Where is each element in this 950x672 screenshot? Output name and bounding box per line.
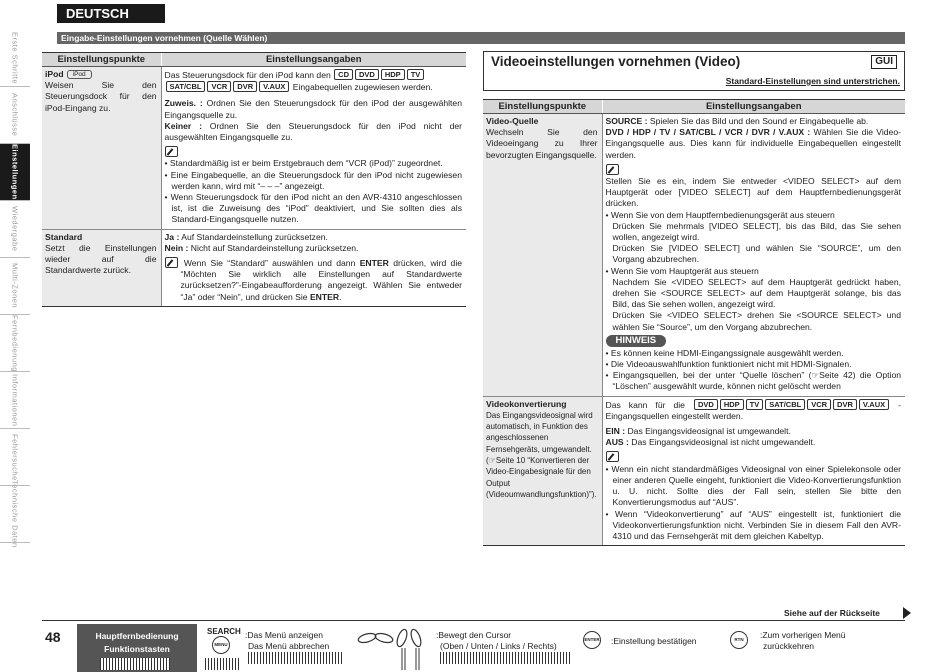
side-tab-label: Fernbedienung xyxy=(10,314,20,372)
ja-text: Auf Standardeinstellung zurücksetzen. xyxy=(181,231,328,242)
ipod-details-cell xyxy=(161,67,466,230)
key-hdp: HDP xyxy=(720,399,744,410)
zuweis-text: Ordnen Sie den Steuerungsdock für den iPod der ausgewählten Eingangsquelle zu. xyxy=(164,98,462,120)
footer-pattern xyxy=(248,652,344,664)
arrow-right-icon xyxy=(903,607,911,619)
col-header-points: Einstellungspunkte xyxy=(42,53,161,67)
side-tab-einstellungen[interactable] xyxy=(0,144,30,201)
side-tab-fernbedienung[interactable] xyxy=(0,315,30,372)
videokonv-desc: Das Eingangsvideosignal wird automatisch, in Funktion des angeschlossenen Fernsehgeräts, umgewandelt. (☞Seite 10 “Konvertieren der Video-Eingabesignale für den Output (Videoumwandlungsfunktion)”). xyxy=(486,410,597,499)
videokonv-title: Videokonvertierung xyxy=(486,398,567,409)
main-unit-bullet: • Wenn Sie vom Hauptgerät aus steuern xyxy=(605,265,759,276)
note-icon xyxy=(606,451,619,462)
remote-step: Drücken Sie [VIDEO SELECT] und wählen Sie “SOURCE”, um den Vorgang abzubrechen. xyxy=(612,243,901,265)
footer-divider xyxy=(42,620,905,621)
remote-keys-subtitle: Funktionstasten xyxy=(104,644,170,654)
ja-label: Ja : xyxy=(164,231,180,242)
side-tab-label: Informationen xyxy=(10,373,20,427)
col-header-details: Einstellungsangaben xyxy=(602,100,905,114)
ipod-badge: iPod xyxy=(67,70,92,79)
col-header-points: Einstellungspunkte xyxy=(483,100,602,114)
aus-label: AUS : xyxy=(605,437,629,448)
video-quelle-desc: Wechseln Sie den Videoeingang zu Ihrer bevorzugten Eingangsquelle. xyxy=(486,127,598,160)
key-satcbl: SAT/CBL xyxy=(166,81,206,92)
ipod-title: iPod xyxy=(45,69,64,79)
standard-details-cell xyxy=(161,229,466,306)
note-icon xyxy=(165,257,178,268)
col-header-details: Einstellungsangaben xyxy=(161,53,466,67)
key-tv: TV xyxy=(746,399,764,410)
standard-point-cell xyxy=(42,229,161,306)
video-quelle-point-cell xyxy=(483,114,602,397)
enter-button-icon: ENTER xyxy=(583,631,601,649)
language-tab: DEUTSCH xyxy=(57,4,165,23)
menu-cancel-text: Das Menü abbrechen xyxy=(248,641,330,651)
search-label: SEARCH xyxy=(207,627,241,636)
video-quelle-title: Video-Quelle xyxy=(486,116,539,126)
side-tab-label: Einstellungen xyxy=(10,144,20,200)
standard-title: Standard xyxy=(45,231,83,242)
note-icon xyxy=(606,164,619,175)
nein-label: Nein : xyxy=(164,242,189,253)
key-tv: TV xyxy=(407,69,425,80)
cursor-directions-text: (Oben / Unten / Links / Rechts) xyxy=(440,641,557,651)
note-icon xyxy=(165,146,178,157)
key-dvr: DVR xyxy=(233,81,257,92)
videokonv-point-cell xyxy=(483,396,602,545)
sources-list: DVD / HDP / TV / SAT/CBL / VCR / DVR / V.AUX : xyxy=(605,127,811,138)
input-settings-table xyxy=(42,52,466,307)
side-tab-fehlersuche[interactable] xyxy=(0,429,30,486)
footer-pattern xyxy=(100,658,170,670)
page-number: 48 xyxy=(45,629,61,645)
standard-desc: Setzt die Einstellungen wieder auf die Standardwerte zurück. xyxy=(45,242,157,276)
ipod-point-cell xyxy=(42,67,161,230)
cursor-text: :Bewegt den Cursor xyxy=(436,630,512,640)
key-vaux: V.AUX xyxy=(859,399,889,410)
side-tab-label: Technische Daten xyxy=(10,480,20,548)
zuweis-label: Zuweis. : xyxy=(164,98,203,109)
table-row-standard xyxy=(42,229,466,306)
return-button-icon: RTN xyxy=(730,631,748,649)
main-unit-step: Nachdem Sie <VIDEO SELECT> auf dem Hauptgerät gedrückt haben, drehen Sie <SOURCE SELECT> auf dem Hauptgerät solange, bis das Bild, das Sie sehen wollen, angezeigt wird. xyxy=(612,276,901,310)
key-dvd: DVD xyxy=(694,399,718,410)
video-settings-title-box xyxy=(483,51,905,91)
key-vcr: VCR xyxy=(207,81,231,92)
side-tabs xyxy=(0,30,30,548)
main-unit-step: Drücken Sie <VIDEO SELECT> drehen Sie <SOURCE SELECT> und wählen Sie “Source”, um den Vorgang abzubrechen. xyxy=(612,310,901,332)
key-vaux: V.AUX xyxy=(259,81,289,92)
aus-text: Das Eingangsvideosignal ist nicht umgewandelt. xyxy=(631,437,816,448)
side-tab-informationen[interactable] xyxy=(0,372,30,429)
return-text-2: zurückkehren xyxy=(763,641,815,651)
ein-label: EIN : xyxy=(605,426,626,437)
ipod-line1-end: Eingabequellen zugewiesen werden. xyxy=(292,82,433,93)
footer-pattern xyxy=(205,658,239,670)
ipod-desc: Weisen Sie den Steuerungsdock für den iPod-Eingang zu. xyxy=(45,80,157,113)
video-settings-table xyxy=(483,99,905,546)
videokonv-line1-end: -Eingangsquellen eingestellt werden. xyxy=(605,399,902,421)
remote-bullet: • Wenn Sie von dem Hauptfernbedienungsgerät aus steuern xyxy=(605,209,835,220)
side-tab-wiedergabe[interactable] xyxy=(0,201,30,258)
hinweis-bullet: • Eingangsquellen, bei der unter “Quelle löschen” (☞Seite 42) die Option “Löschen” ausgewählt wurde, können nicht gelöscht werden xyxy=(605,370,902,392)
keiner-text: Ordnen Sie den Steuerungsdock für den iPod nicht der ausgewählten Eingangsquelle zu. xyxy=(164,120,463,143)
side-tab-erste-schritte[interactable] xyxy=(0,30,30,87)
table-row-video-quelle xyxy=(483,114,905,397)
videokonv-details-cell xyxy=(602,396,905,545)
hinweis-badge: HINWEIS xyxy=(606,335,667,347)
cursor-keys-icon xyxy=(356,626,432,672)
ein-text: Das Eingangsvideosignal ist umgewandelt. xyxy=(627,426,791,437)
keiner-label: Keiner : xyxy=(164,120,202,131)
sources-text: Wählen Sie die Video-Eingangsquelle aus. Dies kann für individuelle Eingabequellen eingestellt werden. xyxy=(605,127,901,160)
footer-pattern xyxy=(440,652,570,664)
video-quelle-details-cell xyxy=(602,114,905,397)
video-select-info: Stellen Sie es ein, indem Sie entweder <VIDEO SELECT> auf dem Hauptgerät oder [VIDEO SELECT] auf dem Hauptfernbedienungsgerät drücken. xyxy=(605,176,901,209)
key-cd: CD xyxy=(334,69,353,80)
menu-show-text: :Das Menü anzeigen xyxy=(245,630,323,640)
table-row-ipod xyxy=(42,67,466,230)
side-tab-multi-zonen[interactable] xyxy=(0,258,30,315)
ipod-bullet: • Eine Eingabequelle, an die Steuerungsdock für den iPod nicht zugewiesen werden kann, wird mit “– – –” angezeigt. xyxy=(164,169,462,191)
key-vcr: VCR xyxy=(807,399,831,410)
side-tab-label: Anschlüsse xyxy=(10,93,20,137)
standard-note: Wenn Sie “Standard” auswählen und dann ENTER drücken, wird die “Möchten Sie wirklich alle Einstellungen auf Standardwerte zurücksetzen?”-Eingabeaufforderung angezeigt. Wählen Sie entweder “Ja” oder “Nein”, und drücken Sie ENTER. xyxy=(165,257,463,303)
enter-text: :Einstellung bestätigen xyxy=(611,636,697,646)
side-tab-technische-daten[interactable] xyxy=(0,480,30,548)
source-label: SOURCE : xyxy=(605,116,648,126)
hinweis-bullet: • Es können keine HDMI-Eingangssignale ausgewählt werden. xyxy=(605,347,844,358)
side-tab-label: Fehlersuche xyxy=(10,433,20,481)
gui-badge: GUI xyxy=(871,55,897,69)
next-page-label: Siehe auf der Rückseite xyxy=(784,608,880,618)
side-tab-label: Multi-Zonen xyxy=(10,263,20,309)
table-row-videokonvertierung xyxy=(483,396,905,545)
side-tab-label: Erste Schritte xyxy=(10,31,20,84)
side-tab-anschluesse[interactable] xyxy=(0,87,30,144)
ipod-bullet: • Standardmäßig ist er beim Erstgebrauch dem “VCR (iPod)” zugeordnet. xyxy=(164,158,443,169)
default-settings-note: Standard-Einstellungen sind unterstrichen. xyxy=(725,76,900,86)
remote-step: Drücken Sie mehrmals [VIDEO SELECT], bis das Bild, das Sie sehen wollen, angezeigt wird. xyxy=(612,220,901,243)
menu-button-icon: MENU xyxy=(212,636,230,654)
source-text: Spielen Sie das Bild und den Sound er Eingabequelle ab. xyxy=(649,116,869,126)
key-hdp: HDP xyxy=(381,69,405,80)
page-title: Videoeinstellungen vornehmen (Video) xyxy=(491,54,741,69)
nein-text: Nicht auf Standardeinstellung zurücksetzen. xyxy=(190,242,359,253)
section-title-bar: Eingabe-Einstellungen vornehmen (Quelle Wählen) xyxy=(57,32,905,44)
videokonv-line1: Das kann für die xyxy=(605,399,685,410)
return-text: :Zum vorherigen Menü xyxy=(760,630,846,640)
videokonv-bullet: • Wenn “Videokonvertierung” auf “AUS” eingestellt ist, funktioniert die Videokonvertierungsfunktion nicht. Verbinden Sie in diesem Fall den AVR-4310 und das Fernsehgerät mit dem gleichen Kabeltyp. xyxy=(605,508,901,541)
hinweis-bullet: • Die Videoauswahlfunktion funktioniert nicht mit HDMI-Signalen. xyxy=(605,359,852,370)
key-satcbl: SAT/CBL xyxy=(765,399,805,410)
key-dvd: DVD xyxy=(355,69,379,80)
ipod-bullet: • Wenn Steuerungsdock für den iPod nicht an den AVR-4310 angeschlossen ist, ist die Zuweisung des “iPod” deaktiviert, und Sie sollten dies als Standard-Eingangsquelle nutzen. xyxy=(164,192,462,225)
key-dvr: DVR xyxy=(833,399,857,410)
videokonv-bullet: • Wenn ein nicht standardmäßiges Videosignal von einer Spielekonsole oder einer anderen Quelle eingeht, funktioniert die Video-Konvertierungsfunktion u. U. nicht. Sollte dies der Fall sein, stellen Sie bitte den Konvertierungsmodus auf “AUS”. xyxy=(605,463,901,508)
ipod-line1: Das Steuerungsdock für den iPod kann den xyxy=(164,70,331,80)
side-tab-label: Wiedergabe xyxy=(10,206,20,252)
remote-keys-title: Hauptfernbedienung xyxy=(95,631,179,641)
